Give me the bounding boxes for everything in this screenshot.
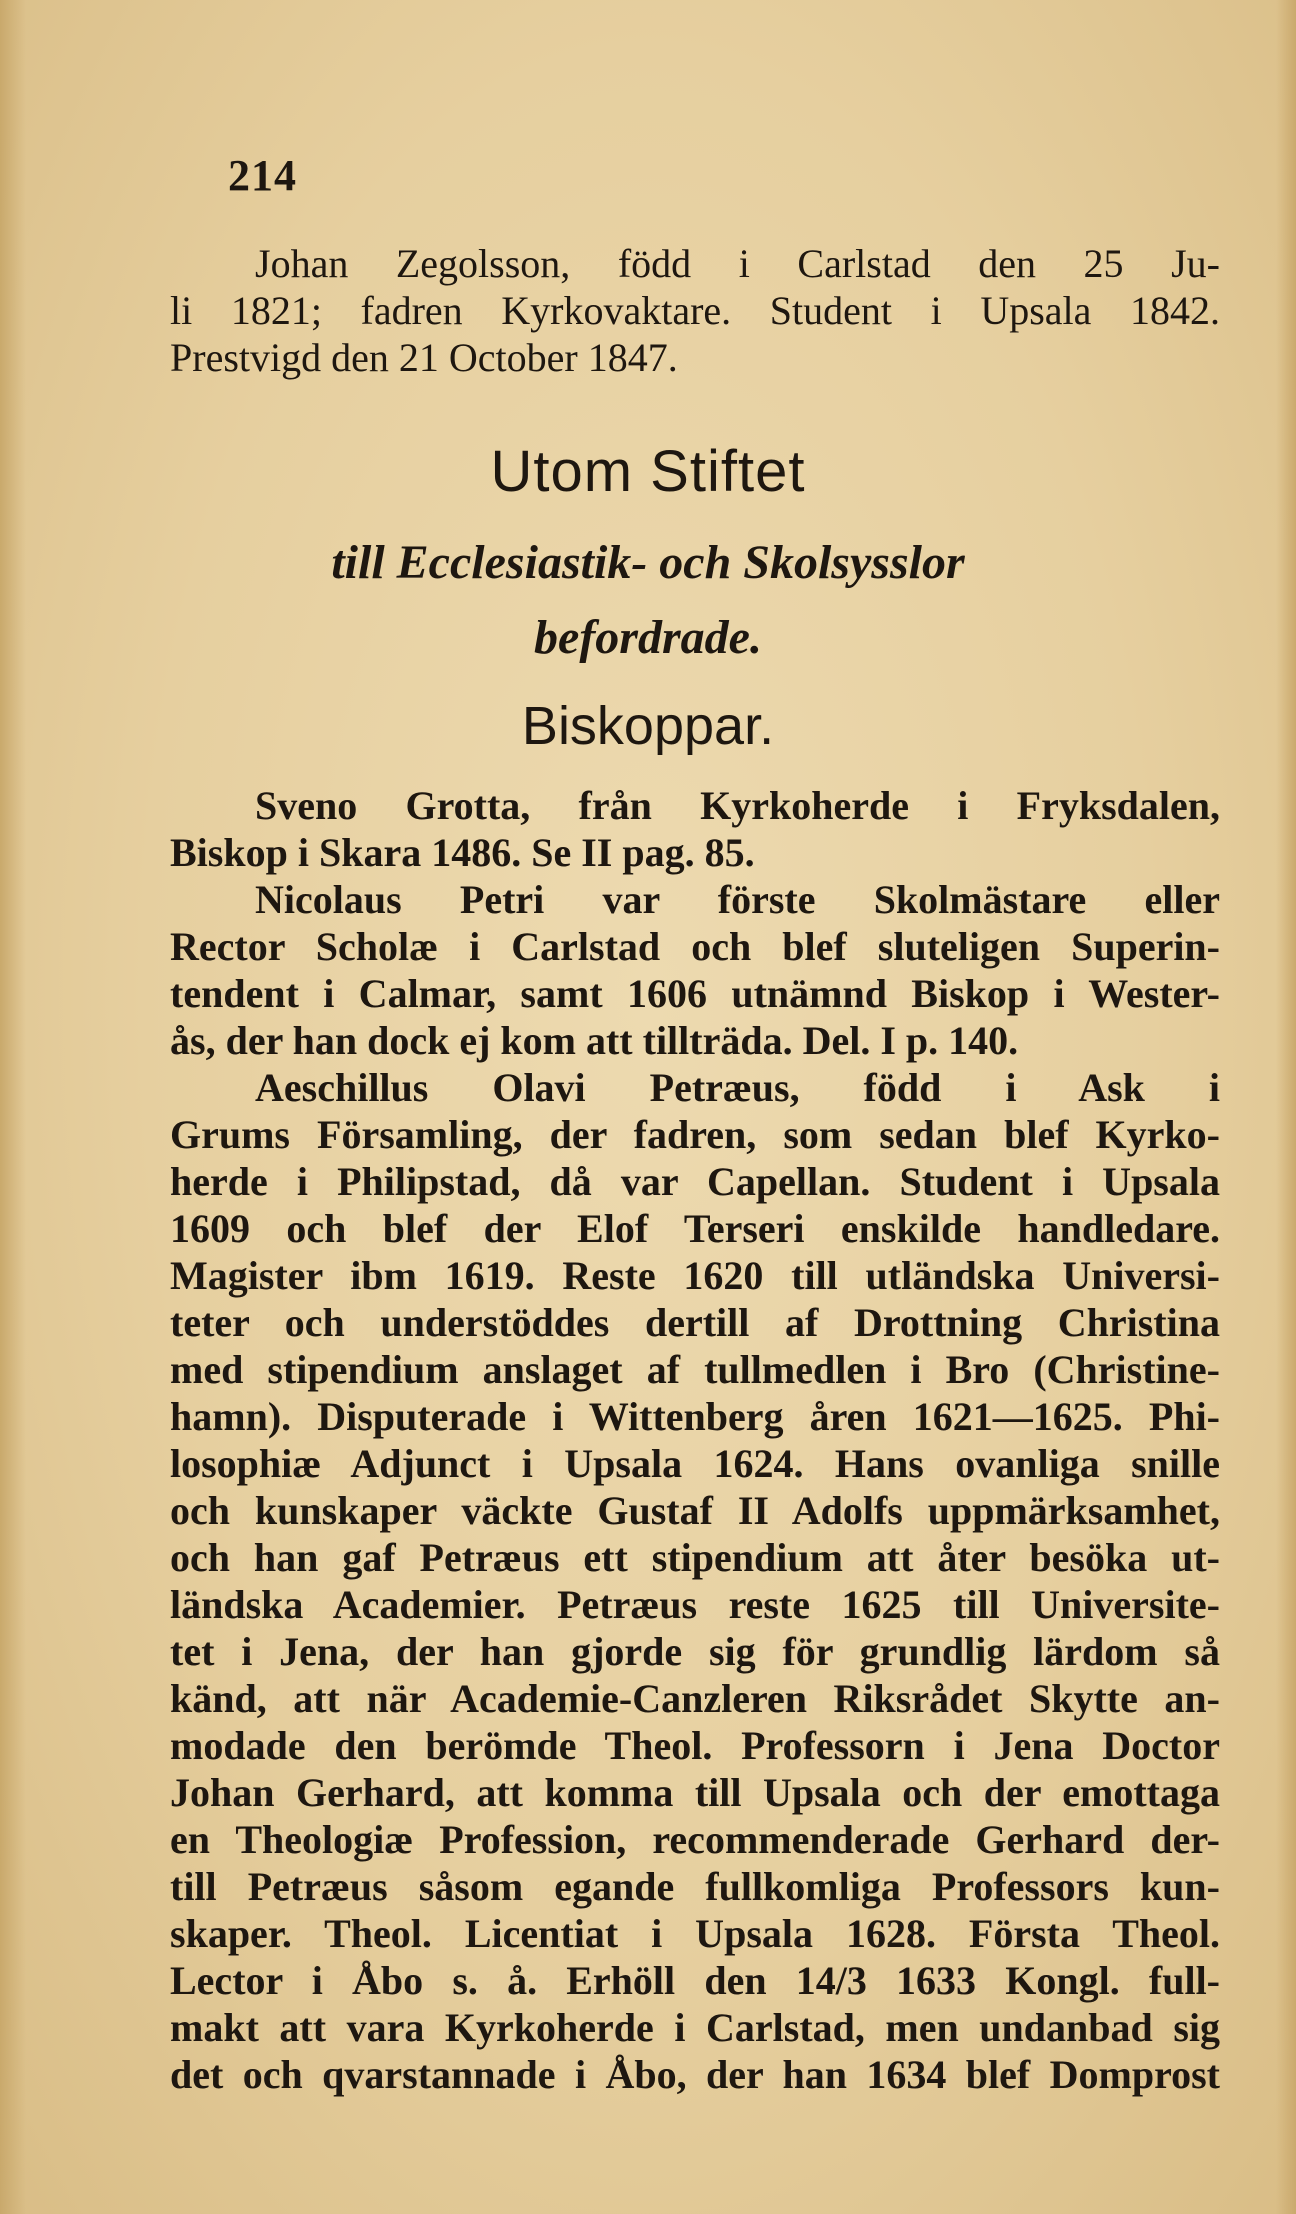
body-line: losophiæ Adjunct i Upsala 1624. Hans ovanliga snille — [170, 1441, 1220, 1486]
body-line: Grums Församling, der fadren, som sedan blef Kyrko- — [170, 1112, 1220, 1157]
entry-line: Prestvigd den 21 October 1847. — [170, 335, 678, 380]
body-line: Magister ibm 1619. Reste 1620 till utländska Universi- — [170, 1253, 1220, 1298]
body-text — [170, 782, 1220, 2098]
body-line: och han gaf Petræus ett stipendium att åter besöka ut- — [170, 1535, 1220, 1580]
section-subheading: till Ecclesiastik- och Skolsysslor — [331, 536, 965, 589]
page-number: 214 — [228, 151, 297, 200]
body-line: Lector i Åbo s. å. Erhöll den 14/3 1633 Kongl. full- — [170, 1958, 1220, 2003]
body-line: tendent i Calmar, samt 1606 utnämnd Biskop i Wester- — [170, 971, 1220, 1016]
body-line: Biskop i Skara 1486. Se II pag. 85. — [170, 830, 755, 875]
body-line: makt att vara Kyrkoherde i Carlstad, men undanbad sig — [170, 2005, 1220, 2050]
body-line: det och qvarstannade i Åbo, der han 1634 blef Domprost — [170, 2052, 1220, 2097]
body-line: Sveno Grotta, från Kyrkoherde i Fryksdalen, — [255, 783, 1220, 828]
body-line: och kunskaper väckte Gustaf II Adolfs uppmärksamhet, — [170, 1488, 1220, 1533]
body-line: modade den berömde Theol. Professorn i Jena Doctor — [170, 1723, 1220, 1768]
body-line: herde i Philipstad, då var Capellan. Student i Upsala — [170, 1159, 1220, 1204]
section-heading: Utom Stiftet — [490, 439, 806, 504]
entry-johan — [170, 240, 1220, 381]
body-line: till Petræus såsom egande fullkomliga Professors kun- — [170, 1864, 1220, 1909]
body-line: känd, att när Academie-Canzleren Riksrådet Skytte an- — [170, 1676, 1220, 1721]
section-subheading-2: befordrade. — [534, 611, 762, 664]
body-line: skaper. Theol. Licentiat i Upsala 1628. Första Theol. — [170, 1911, 1220, 1956]
body-line: teter och understöddes dertill af Drottning Christina — [170, 1300, 1220, 1345]
body-line: med stipendium anslaget af tullmedlen i Bro (Christine- — [170, 1347, 1220, 1392]
body-line: Nicolaus Petri var förste Skolmästare eller — [255, 877, 1220, 922]
page-edge-shadow-left — [0, 0, 26, 2214]
entry-line: Johan Zegolsson, född i Carlstad den 25 Ju- — [255, 241, 1220, 286]
body-line: ås, der han dock ej kom att tillträda. Del. I p. 140. — [170, 1018, 1019, 1063]
body-line: tet i Jena, der han gjorde sig för grundlig lärdom så — [170, 1629, 1220, 1674]
body-line: ländska Academier. Petræus reste 1625 till Universite- — [170, 1582, 1220, 1627]
biskoppar-heading: Biskoppar. — [521, 696, 775, 756]
body-line: Aeschillus Olavi Petræus, född i Ask i — [255, 1065, 1220, 1110]
body-line: Johan Gerhard, att komma till Upsala och der emottaga — [170, 1770, 1220, 1815]
body-line: Rector Scholæ i Carlstad och blef sluteligen Superin- — [170, 924, 1220, 969]
entry-line: li 1821; fadren Kyrkovaktare. Student i Upsala 1842. — [170, 288, 1220, 333]
page-edge-shadow-right — [1276, 0, 1296, 2214]
body-line: hamn). Disputerade i Wittenberg åren 1621—1625. Phi- — [170, 1394, 1220, 1439]
body-line: en Theologiæ Profession, recommenderade Gerhard der- — [170, 1817, 1220, 1862]
body-line: 1609 och blef der Elof Terseri enskilde handledare. — [170, 1206, 1220, 1251]
